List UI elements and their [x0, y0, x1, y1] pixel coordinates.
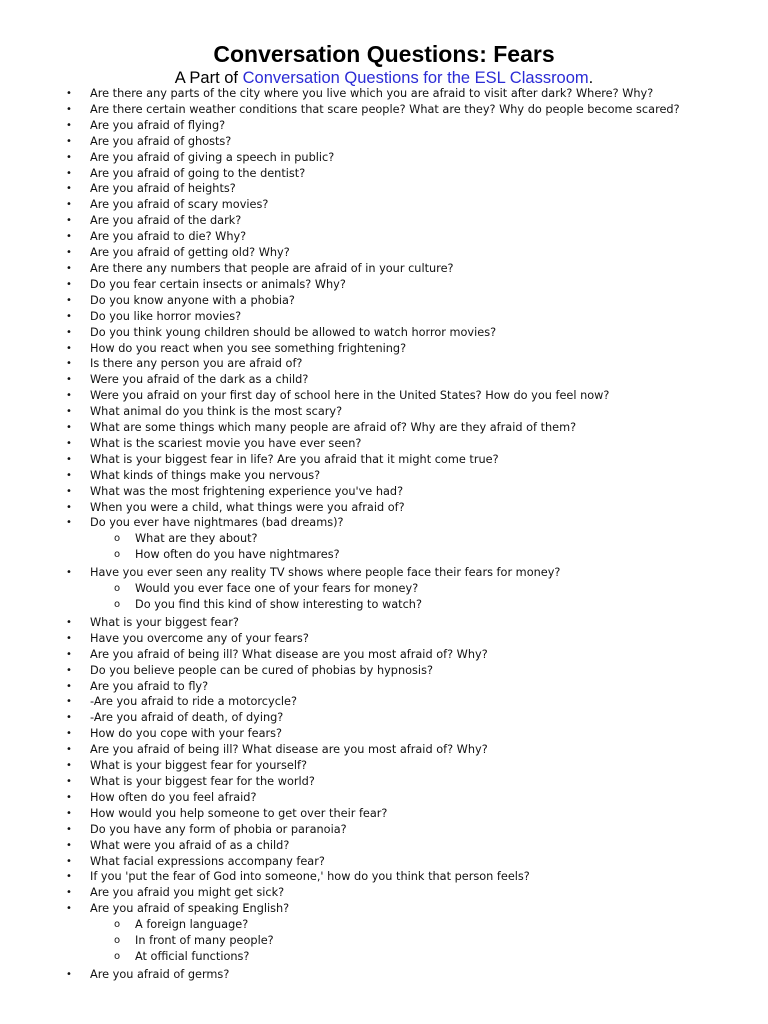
- question-item: • Are there any numbers that people are afraid of in your culture?: [0, 261, 768, 277]
- sub-question-item: o A foreign language?: [0, 917, 768, 933]
- question-item: • How would you help someone to get over their fear?: [0, 806, 768, 822]
- question-item: • What animal do you think is the most scary?: [0, 404, 768, 420]
- question-item: • Were you afraid of the dark as a child?: [0, 372, 768, 388]
- question-item: • What is your biggest fear?: [0, 615, 768, 631]
- question-item: • Do you ever have nightmares (bad dreams)?: [0, 515, 768, 531]
- esl-classroom-link[interactable]: Conversation Questions for the ESL Classroom: [242, 69, 589, 87]
- question-item: • What were you afraid of as a child?: [0, 838, 768, 854]
- question-item: • What facial expressions accompany fear?: [0, 854, 768, 870]
- question-item: • Are you afraid you might get sick?: [0, 885, 768, 901]
- question-item: • What was the most frightening experience you've had?: [0, 484, 768, 500]
- sub-question-item: o In front of many people?: [0, 933, 768, 949]
- question-item: • Are you afraid of being ill? What disease are you most afraid of? Why?: [0, 647, 768, 663]
- question-item: • Do you think young children should be allowed to watch horror movies?: [0, 325, 768, 341]
- question-item: • Have you ever seen any reality TV shows where people face their fears for money?: [0, 565, 768, 581]
- question-item: • Are you afraid of germs?: [0, 967, 768, 983]
- sub-question-item: o At official functions?: [0, 949, 768, 965]
- page-subtitle: [0, 68, 768, 88]
- question-item: • Is there any person you are afraid of?: [0, 356, 768, 372]
- question-item: • Are there any parts of the city where you live which you are afraid to visit after dark? Where? Why?: [0, 86, 768, 102]
- sub-question-item: o Would you ever face one of your fears for money?: [0, 581, 768, 597]
- question-item: • Do you like horror movies?: [0, 309, 768, 325]
- question-item: • Are you afraid of flying?: [0, 118, 768, 134]
- question-item: • -Are you afraid of death, of dying?: [0, 710, 768, 726]
- question-item: • What is your biggest fear in life? Are you afraid that it might come true?: [0, 452, 768, 468]
- question-item: • Are you afraid of the dark?: [0, 213, 768, 229]
- page-title: Conversation Questions: Fears: [213, 41, 555, 67]
- question-item: • What is your biggest fear for the world?: [0, 774, 768, 790]
- question-item: • If you 'put the fear of God into someone,' how do you think that person feels?: [0, 869, 768, 885]
- question-item: • How do you cope with your fears?: [0, 726, 768, 742]
- question-item: • Are you afraid of giving a speech in public?: [0, 150, 768, 166]
- question-item: • Are you afraid of scary movies?: [0, 197, 768, 213]
- sub-question-item: o What are they about?: [0, 531, 768, 547]
- question-item: • Are you afraid of getting old? Why?: [0, 245, 768, 261]
- subtitle-suffix: .: [588, 69, 594, 87]
- question-item: • Are you afraid of heights?: [0, 181, 768, 197]
- question-item: • Are you afraid to fly?: [0, 679, 768, 695]
- question-item: • When you were a child, what things were you afraid of?: [0, 500, 768, 516]
- question-item: • Are there certain weather conditions that scare people? What are they? Why do people become scared?: [0, 102, 768, 118]
- question-item: • Have you overcome any of your fears?: [0, 631, 768, 647]
- question-item: • What is your biggest fear for yourself?: [0, 758, 768, 774]
- sub-question-item: o How often do you have nightmares?: [0, 547, 768, 563]
- question-item: • What are some things which many people are afraid of? Why are they afraid of them?: [0, 420, 768, 436]
- question-list: [0, 86, 768, 983]
- question-item: • -Are you afraid to ride a motorcycle?: [0, 694, 768, 710]
- question-item: • How do you react when you see something frightening?: [0, 341, 768, 357]
- question-item: • Were you afraid on your first day of school here in the United States? How do you feel now?: [0, 388, 768, 404]
- sub-question-item: o Do you find this kind of show interesting to watch?: [0, 597, 768, 613]
- question-item: • Do you have any form of phobia or paranoia?: [0, 822, 768, 838]
- question-item: • How often do you feel afraid?: [0, 790, 768, 806]
- question-item: • Are you afraid of going to the dentist?: [0, 166, 768, 182]
- question-item: • Are you afraid of being ill? What disease are you most afraid of? Why?: [0, 742, 768, 758]
- question-item: • Are you afraid to die? Why?: [0, 229, 768, 245]
- question-item: • Are you afraid of ghosts?: [0, 134, 768, 150]
- question-item: • Are you afraid of speaking English?: [0, 901, 768, 917]
- subtitle-prefix: A Part of: [174, 69, 239, 87]
- question-item: • What is the scariest movie you have ever seen?: [0, 436, 768, 452]
- question-item: • What kinds of things make you nervous?: [0, 468, 768, 484]
- question-item: • Do you fear certain insects or animals? Why?: [0, 277, 768, 293]
- question-item: • Do you know anyone with a phobia?: [0, 293, 768, 309]
- question-item: • Do you believe people can be cured of phobias by hypnosis?: [0, 663, 768, 679]
